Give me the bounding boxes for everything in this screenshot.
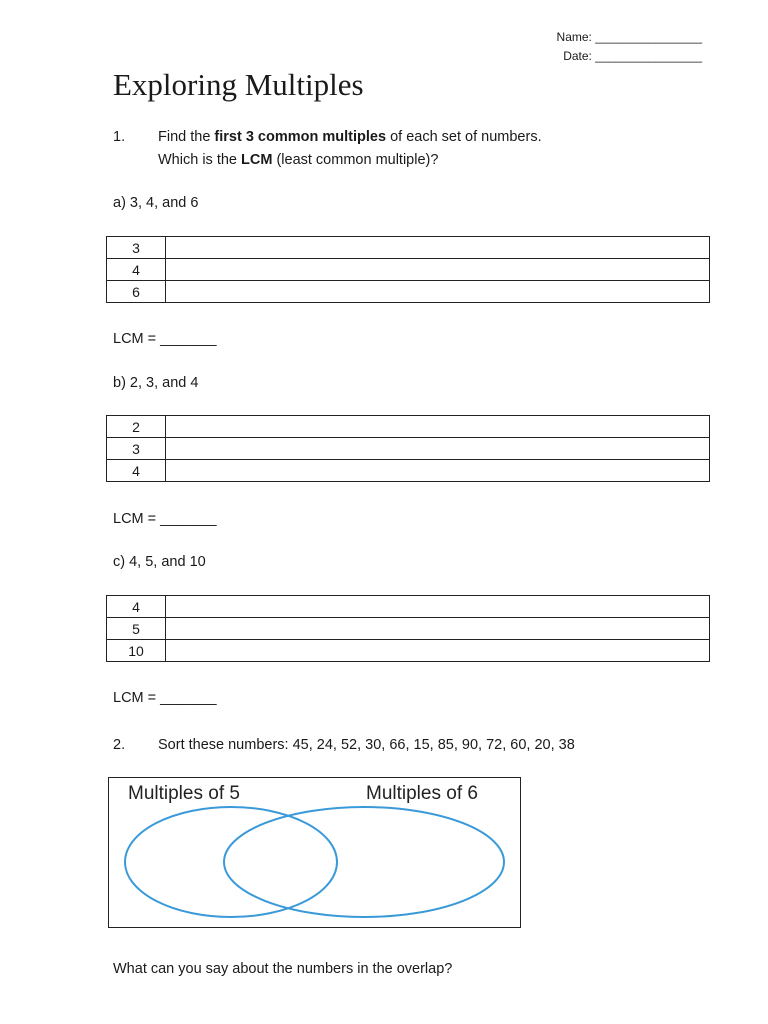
question-1-line-2: Which is the LCM (least common multiple)? (158, 152, 439, 168)
answer-cell[interactable] (166, 416, 710, 438)
row-number: 4 (107, 259, 166, 281)
part-c-lcm: LCM = _______ (113, 690, 217, 706)
answer-cell[interactable] (166, 237, 710, 259)
table-row (107, 596, 710, 618)
answer-cell[interactable] (166, 596, 710, 618)
table-row (107, 618, 710, 640)
row-number: 3 (107, 438, 166, 460)
table-row (107, 640, 710, 662)
part-c-table (106, 595, 710, 662)
part-c-label: c) 4, 5, and 10 (113, 554, 206, 570)
part-a-lcm: LCM = _______ (113, 331, 217, 347)
answer-cell[interactable] (166, 618, 710, 640)
table-row (107, 281, 710, 303)
answer-cell[interactable] (166, 281, 710, 303)
part-b-label: b) 2, 3, and 4 (113, 375, 199, 391)
name-field: Name: ________________ (556, 30, 702, 44)
venn-right-label: Multiples of 6 (366, 783, 478, 804)
date-field: Date: ________________ (563, 49, 702, 63)
venn-left-label: Multiples of 5 (128, 783, 240, 804)
venn-circles (109, 778, 519, 926)
row-number: 3 (107, 237, 166, 259)
question-2-text: Sort these numbers: 45, 24, 52, 30, 66, 15, 85, 90, 72, 60, 20, 38 (158, 737, 575, 753)
question-2-number: 2. (113, 737, 126, 753)
answer-cell[interactable] (166, 640, 710, 662)
page-title: Exploring Multiples (113, 67, 364, 102)
overlap-question: What can you say about the numbers in the overlap? (113, 961, 453, 977)
question-1-line-1: Find the first 3 common multiples of each set of numbers. (158, 129, 542, 145)
row-number: 2 (107, 416, 166, 438)
table-row (107, 259, 710, 281)
table-row (107, 237, 710, 259)
answer-cell[interactable] (166, 460, 710, 482)
part-b-table (106, 415, 710, 482)
row-number: 6 (107, 281, 166, 303)
table-row (107, 460, 710, 482)
part-a-table (106, 236, 710, 303)
row-number: 5 (107, 618, 166, 640)
row-number: 4 (107, 596, 166, 618)
part-b-lcm: LCM = _______ (113, 511, 217, 527)
table-row (107, 416, 710, 438)
answer-cell[interactable] (166, 259, 710, 281)
venn-right-ellipse[interactable] (224, 807, 504, 917)
venn-diagram (108, 777, 521, 928)
table-row (107, 438, 710, 460)
answer-cell[interactable] (166, 438, 710, 460)
row-number: 10 (107, 640, 166, 662)
venn-left-ellipse[interactable] (125, 807, 337, 917)
part-a-label: a) 3, 4, and 6 (113, 195, 199, 211)
question-1-number: 1. (113, 129, 126, 145)
row-number: 4 (107, 460, 166, 482)
